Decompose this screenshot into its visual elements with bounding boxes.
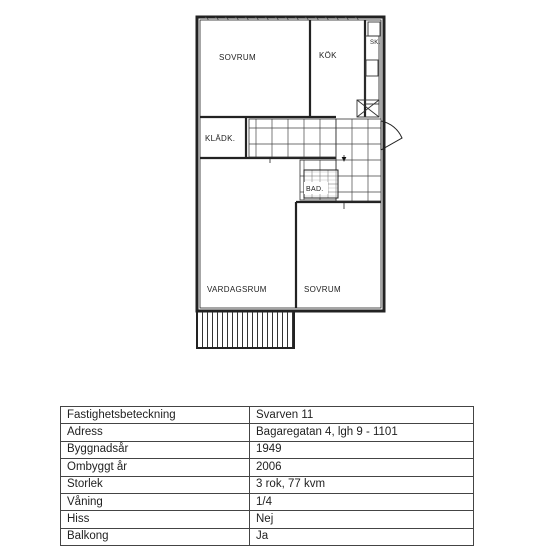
row-label: Byggnadsår: [61, 441, 250, 458]
kitchen-fixtures: [357, 22, 380, 117]
hall-floor: [249, 119, 336, 157]
row-label: Adress: [61, 424, 250, 441]
row-value: 1949: [250, 441, 474, 458]
room-label-sk: SK.: [370, 40, 381, 46]
row-label: Fastighetsbeteckning: [61, 407, 250, 424]
row-label: Ombyggt år: [61, 459, 250, 476]
table-row: [61, 441, 474, 458]
room-label-sovrum-1: SOVRUM: [219, 53, 256, 62]
table-row: [61, 511, 474, 528]
row-value: 2006: [250, 459, 474, 476]
row-label: Hiss: [61, 511, 250, 528]
row-label: Våning: [61, 493, 250, 510]
table-row: [61, 407, 474, 424]
row-label: Balkong: [61, 528, 250, 545]
table-row: [61, 459, 474, 476]
row-value: Nej: [250, 511, 474, 528]
row-value: Svarven 11: [250, 407, 474, 424]
table-row: [61, 493, 474, 510]
balcony: [197, 311, 294, 348]
room-label-sovrum-2: SOVRUM: [304, 285, 341, 294]
property-info-body: [61, 407, 474, 546]
table-row: [61, 476, 474, 493]
property-info-table: [60, 406, 474, 546]
room-label-kok: KÖK: [319, 51, 337, 60]
hall-floor-right: [336, 119, 381, 201]
room-label-vardagsrum: VARDAGSRUM: [207, 285, 267, 294]
table-row: [61, 424, 474, 441]
room-label-kladk: KLÄDK.: [205, 134, 236, 143]
row-value: Bagaregatan 4, lgh 9 - 1101: [250, 424, 474, 441]
row-value: 1/4: [250, 493, 474, 510]
row-value: 3 rok, 77 kvm: [250, 476, 474, 493]
room-label-bad: BAD.: [306, 186, 324, 193]
row-value: Ja: [250, 528, 474, 545]
row-label: Storlek: [61, 476, 250, 493]
table-row: [61, 528, 474, 545]
